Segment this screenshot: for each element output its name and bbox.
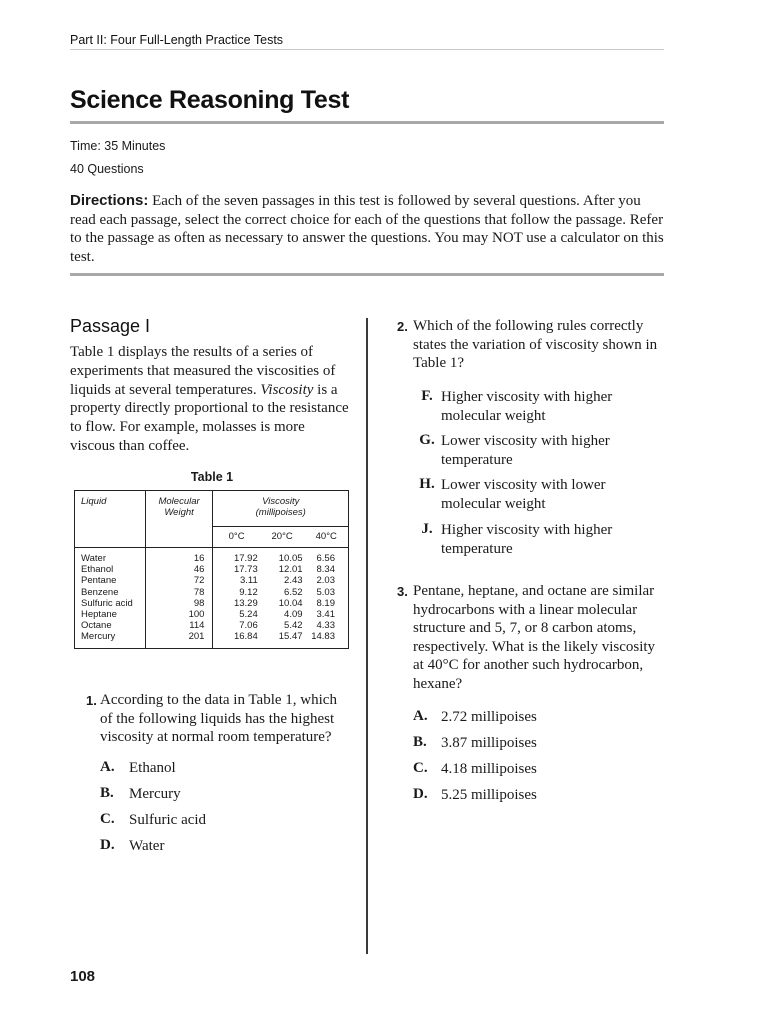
- choice-1-d[interactable]: [100, 837, 206, 863]
- choice-2-h[interactable]: [413, 476, 663, 521]
- header-temp-0: 0°C: [213, 527, 260, 548]
- question-2-text: Which of the following rules correctly states the variation of viscosity shown in Table 1?: [413, 318, 658, 372]
- question-1-choices: [100, 759, 206, 863]
- choice-text: Higher viscosity with higher molecular weight: [441, 389, 613, 424]
- header-molecular-weight: Molecular Weight: [145, 491, 213, 548]
- question-3-choices: [413, 708, 537, 812]
- table-cell-v0: 17.73: [233, 564, 258, 576]
- table-cell-mw: 98: [193, 597, 205, 609]
- passage-italic-term: Viscosity: [260, 381, 314, 398]
- directions: [70, 192, 664, 266]
- choice-text: Higher viscosity with higher temperature: [441, 522, 613, 557]
- choice-letter: C.: [413, 760, 428, 776]
- table-cell-liquid: Heptane: [81, 609, 117, 621]
- choice-text: Mercury: [129, 786, 181, 802]
- choice-2-g[interactable]: [413, 432, 663, 476]
- table-cell-v40: 8.34: [316, 564, 335, 576]
- header-rule: [70, 49, 664, 50]
- choice-text: 5.25 millipoises: [441, 787, 537, 803]
- table-cell-liquid: Sulfuric acid: [81, 597, 133, 609]
- choice-1-c[interactable]: [100, 811, 206, 837]
- header-liquid: Liquid: [81, 496, 107, 507]
- table-caption: Table 1: [190, 470, 234, 484]
- time-limit: Time: 35 Minutes: [70, 139, 166, 153]
- choice-1-a[interactable]: [100, 759, 206, 785]
- passage-text-part-1: Table 1 displays the results of a series of experiments that measured the viscosities of liquids at several temperatures.: [70, 344, 336, 398]
- page-number: 108: [70, 968, 96, 985]
- title-rule: [70, 121, 664, 124]
- table-cell-v20: 2.43: [284, 575, 303, 587]
- question-count: 40 Questions: [70, 162, 144, 176]
- viscosity-table: [74, 490, 349, 649]
- choice-letter: A.: [100, 759, 115, 775]
- question-3-number: 3.: [397, 584, 408, 599]
- table-cell-liquid: Ethanol: [81, 564, 114, 576]
- directions-label: Directions:: [70, 192, 149, 209]
- table-cell-v20: 15.47: [278, 631, 303, 643]
- choice-letter: B.: [413, 734, 427, 750]
- table-cell-v40: 8.19: [316, 597, 335, 609]
- table-cell-liquid: Water: [81, 553, 106, 564]
- table-cell-mw: 201: [188, 631, 205, 643]
- table-cell-mw: 114: [189, 620, 205, 632]
- table-cell-v40: 2.03: [316, 575, 335, 587]
- table-cell-v40: 6.56: [316, 553, 335, 564]
- table-cell-mw: 100: [188, 609, 205, 621]
- choice-2-f[interactable]: [413, 388, 663, 432]
- table-cell-v0: 3.11: [239, 575, 258, 587]
- table-cell-v20: 10.05: [278, 553, 303, 564]
- choice-3-a[interactable]: [413, 708, 537, 734]
- table-cell-v40: 14.83: [311, 631, 335, 643]
- choice-letter: A.: [413, 708, 428, 724]
- running-header: Part II: Four Full-Length Practice Tests: [70, 33, 284, 47]
- table-cell-v20: 12.01: [278, 564, 303, 576]
- page-title: Science Reasoning Test: [70, 86, 350, 114]
- table-cell-v20: 4.09: [284, 609, 303, 621]
- column-molecular-weight: [145, 548, 213, 649]
- header-viscosity: Viscosity (millipoises): [213, 491, 349, 527]
- choice-letter: G.: [419, 432, 435, 448]
- table-header-row: [75, 491, 349, 527]
- directions-text: Each of the seven passages in this test is followed by several questions. After you read each passage, select the correct choice for each of the questions that follow the passage. Refer to the passage as often as necessary to answer the questions. You may NOT use a calculator on this test.: [70, 193, 664, 265]
- choice-letter: D.: [413, 786, 428, 802]
- table-cell-v0: 17.92: [233, 553, 258, 564]
- passage-text: [70, 343, 352, 456]
- question-3-text: Pentane, heptane, and octane are similar hydrocarbons with a linear molecular structure and 5, 7, or 8 carbon atoms, respectively. What is the likely viscosity at 40°C for another such hydrocarbon, hexane?: [413, 583, 656, 692]
- table-cell-v0: 13.29: [233, 597, 258, 609]
- table-cell-liquid: Mercury: [81, 631, 116, 643]
- choice-3-d[interactable]: [413, 786, 537, 812]
- header-temp-40: 40°C: [305, 527, 349, 548]
- question-2-number: 2.: [397, 319, 408, 334]
- table-cell-mw: 78: [193, 586, 205, 598]
- table-cell-liquid: Pentane: [81, 575, 117, 587]
- passage-text-part-2: is a property directly proportional to the resistance to flow. For example, molasses is more viscous than coffee.: [70, 381, 349, 454]
- table-cell-v0: 7.06: [239, 620, 258, 632]
- header-temp-20: 20°C: [260, 527, 305, 548]
- table-cell-mw: 16: [193, 553, 205, 564]
- directions-rule: [70, 273, 664, 276]
- choice-text: Ethanol: [129, 760, 176, 776]
- table-cell-mw: 72: [193, 575, 205, 587]
- choice-letter: D.: [100, 837, 115, 853]
- choice-letter: C.: [100, 811, 115, 827]
- choice-2-j[interactable]: [413, 521, 663, 565]
- choice-1-b[interactable]: [100, 785, 206, 811]
- table-cell-liquid: Octane: [81, 620, 112, 632]
- passage-heading: Passage I: [70, 316, 151, 336]
- table-cell-v40: 3.41: [316, 609, 335, 621]
- choice-text: 2.72 millipoises: [441, 709, 537, 725]
- table-cell-v20: 10.04: [278, 597, 303, 609]
- table-cell-mw: 46: [193, 564, 205, 576]
- column-viscosity-40: [305, 548, 349, 649]
- table-cell-v40: 5.03: [316, 586, 335, 598]
- choice-letter: F.: [421, 388, 433, 404]
- choice-letter: B.: [100, 785, 114, 801]
- table-cell-v40: 4.33: [316, 620, 335, 632]
- table-cell-v20: 6.52: [284, 586, 303, 598]
- choice-text: Lower viscosity with higher temperature: [441, 433, 610, 468]
- choice-3-b[interactable]: [413, 734, 537, 760]
- choice-text: 3.87 millipoises: [441, 735, 537, 751]
- question-2: [397, 317, 667, 373]
- table-cell-liquid: Benzene: [81, 586, 119, 598]
- column-viscosity-20: [260, 548, 305, 649]
- choice-text: Water: [129, 838, 165, 854]
- column-liquid: [75, 548, 146, 649]
- question-3: [397, 582, 667, 694]
- choice-text: 4.18 millipoises: [441, 761, 537, 777]
- table-cell-v0: 5.24: [239, 609, 258, 621]
- choice-letter: J.: [421, 521, 433, 537]
- choice-letter: H.: [419, 476, 435, 492]
- column-viscosity-0: [213, 548, 260, 649]
- question-2-choices: [413, 388, 663, 565]
- table-body-row: [75, 548, 349, 649]
- question-1-text: According to the data in Table 1, which of the following liquids has the highest viscosity at normal room temperature?: [100, 692, 337, 746]
- choice-text: Lower viscosity with lower molecular weight: [441, 477, 606, 512]
- table-cell-v0: 16.84: [233, 631, 258, 643]
- choice-text: Sulfuric acid: [129, 812, 207, 828]
- table-cell-v20: 5.42: [284, 620, 303, 632]
- table-cell-v0: 9.12: [239, 586, 258, 598]
- choice-3-c[interactable]: [413, 760, 537, 786]
- question-1: [86, 691, 354, 747]
- question-1-number: 1.: [86, 693, 97, 708]
- column-divider: [366, 318, 368, 954]
